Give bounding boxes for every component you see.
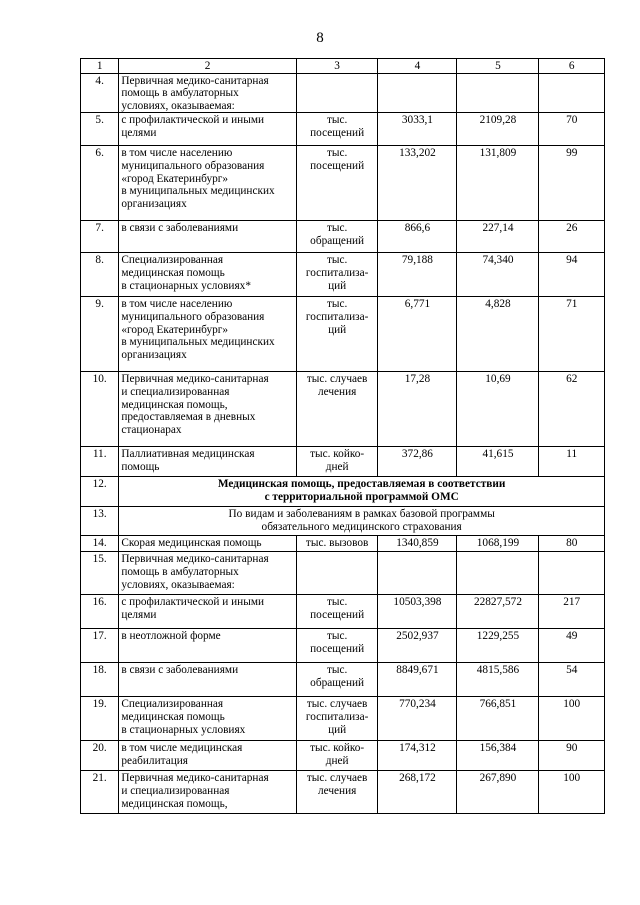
- row-unit: тыс. обращений: [296, 663, 378, 697]
- table-row: [81, 297, 605, 372]
- row-unit: тыс. случаев лечения: [296, 372, 378, 447]
- row-name: в связи с заболеваниями: [119, 663, 297, 697]
- row-name: Специализированная медицинская помощь в стационарных условиях: [119, 697, 297, 741]
- row-value-6: 49: [539, 629, 605, 663]
- row-value-6: 62: [539, 372, 605, 447]
- row-unit: тыс. случаев госпитализа- ций: [296, 697, 378, 741]
- row-name: в том числе населению муниципального образования «город Екатеринбург» в муниципальных медицинских организациях: [119, 146, 297, 221]
- page-number: 8: [316, 30, 324, 46]
- table-row: [81, 73, 605, 113]
- row-value-4: 133,202: [378, 146, 457, 221]
- row-name: Первичная медико-санитарная и специализированная медицинская помощь, предоставляемая в дневных стационарах: [119, 372, 297, 447]
- table-row: [81, 697, 605, 741]
- row-value-4: 8849,671: [378, 663, 457, 697]
- row-value-6: 11: [539, 447, 605, 477]
- row-number: 14.: [81, 536, 119, 552]
- row-name: Скорая медицинская помощь: [119, 536, 297, 552]
- row-value-5: 267,890: [457, 771, 539, 814]
- row-value-5: [457, 73, 539, 113]
- row-number: 16.: [81, 595, 119, 629]
- table-row: [81, 536, 605, 552]
- section-title: Медицинская помощь, предоставляемая в соответствии с территориальной программой ОМС: [119, 477, 605, 507]
- row-value-6: 100: [539, 697, 605, 741]
- row-value-4: 770,234: [378, 697, 457, 741]
- row-number: 15.: [81, 552, 119, 595]
- row-value-6: 217: [539, 595, 605, 629]
- table-row: [81, 146, 605, 221]
- column-header-3: 3: [296, 59, 378, 74]
- row-number: 5.: [81, 113, 119, 146]
- row-number: 20.: [81, 741, 119, 771]
- row-value-5: 41,615: [457, 447, 539, 477]
- table-row: [81, 113, 605, 146]
- row-number: 19.: [81, 697, 119, 741]
- row-name: в связи с заболеваниями: [119, 221, 297, 253]
- row-value-6: 99: [539, 146, 605, 221]
- section-row: [81, 477, 605, 507]
- row-value-4: 10503,398: [378, 595, 457, 629]
- row-name: в том числе населению муниципального образования «город Екатеринбург» в муниципальных медицинских организациях: [119, 297, 297, 372]
- row-value-4: 866,6: [378, 221, 457, 253]
- row-value-5: 4,828: [457, 297, 539, 372]
- row-value-5: 2109,28: [457, 113, 539, 146]
- row-name: с профилактической и иными целями: [119, 595, 297, 629]
- row-number: 9.: [81, 297, 119, 372]
- row-value-6: 26: [539, 221, 605, 253]
- column-header-2: 2: [119, 59, 297, 74]
- row-unit: тыс. посещений: [296, 629, 378, 663]
- column-header-4: 4: [378, 59, 457, 74]
- row-value-4: [378, 73, 457, 113]
- row-number: 13.: [81, 507, 119, 536]
- table-row: [81, 595, 605, 629]
- table-row: [81, 629, 605, 663]
- row-number: 6.: [81, 146, 119, 221]
- row-value-5: [457, 552, 539, 595]
- subsection-title: По видам и заболеваниям в рамках базовой программы обязательного медицинского страхования: [119, 507, 605, 536]
- row-number: 12.: [81, 477, 119, 507]
- row-number: 21.: [81, 771, 119, 814]
- row-unit: [296, 552, 378, 595]
- row-unit: тыс. обращений: [296, 221, 378, 253]
- row-name: Первичная медико-санитарная и специализированная медицинская помощь,: [119, 771, 297, 814]
- row-value-5: 156,384: [457, 741, 539, 771]
- row-name: в неотложной форме: [119, 629, 297, 663]
- table-header-row: [81, 59, 605, 74]
- column-header-1: 1: [81, 59, 119, 74]
- row-value-4: 79,188: [378, 253, 457, 297]
- table-row: [81, 771, 605, 814]
- row-value-4: 1340,859: [378, 536, 457, 552]
- row-unit: тыс. госпитализа- ций: [296, 297, 378, 372]
- row-name: с профилактической и иными целями: [119, 113, 297, 146]
- row-value-6: 94: [539, 253, 605, 297]
- statistics-table: [80, 58, 605, 814]
- row-value-5: 1229,255: [457, 629, 539, 663]
- row-value-4: 6,771: [378, 297, 457, 372]
- row-value-6: 90: [539, 741, 605, 771]
- row-value-5: 227,14: [457, 221, 539, 253]
- row-value-4: 372,86: [378, 447, 457, 477]
- row-value-5: 22827,572: [457, 595, 539, 629]
- row-value-4: 17,28: [378, 372, 457, 447]
- row-name: Специализированная медицинская помощь в стационарных условиях*: [119, 253, 297, 297]
- row-value-6: [539, 552, 605, 595]
- row-unit: тыс. вызовов: [296, 536, 378, 552]
- row-value-4: 174,312: [378, 741, 457, 771]
- row-value-5: 4815,586: [457, 663, 539, 697]
- row-unit: тыс. посещений: [296, 146, 378, 221]
- row-value-4: [378, 552, 457, 595]
- column-header-5: 5: [457, 59, 539, 74]
- row-value-5: 10,69: [457, 372, 539, 447]
- row-value-6: [539, 73, 605, 113]
- table-row: [81, 663, 605, 697]
- row-number: 10.: [81, 372, 119, 447]
- row-value-5: 1068,199: [457, 536, 539, 552]
- section-row: [81, 507, 605, 536]
- row-unit: [296, 73, 378, 113]
- row-unit: тыс. койко- дней: [296, 741, 378, 771]
- row-value-6: 80: [539, 536, 605, 552]
- row-unit: тыс. посещений: [296, 595, 378, 629]
- table-row: [81, 741, 605, 771]
- row-number: 4.: [81, 73, 119, 113]
- row-value-4: 2502,937: [378, 629, 457, 663]
- row-unit: тыс. госпитализа- ций: [296, 253, 378, 297]
- row-value-4: 3033,1: [378, 113, 457, 146]
- row-value-5: 131,809: [457, 146, 539, 221]
- row-value-5: 766,851: [457, 697, 539, 741]
- table-row: [81, 372, 605, 447]
- row-name: Паллиативная медицинская помощь: [119, 447, 297, 477]
- row-name: в том числе медицинская реабилитация: [119, 741, 297, 771]
- row-value-5: 74,340: [457, 253, 539, 297]
- table-row: [81, 447, 605, 477]
- row-value-6: 70: [539, 113, 605, 146]
- row-unit: тыс. случаев лечения: [296, 771, 378, 814]
- row-number: 7.: [81, 221, 119, 253]
- column-header-6: 6: [539, 59, 605, 74]
- row-unit: тыс. койко- дней: [296, 447, 378, 477]
- row-value-6: 71: [539, 297, 605, 372]
- table-row: [81, 552, 605, 595]
- row-value-6: 54: [539, 663, 605, 697]
- row-number: 18.: [81, 663, 119, 697]
- table-row: [81, 253, 605, 297]
- row-value-6: 100: [539, 771, 605, 814]
- row-number: 8.: [81, 253, 119, 297]
- row-number: 17.: [81, 629, 119, 663]
- row-name: Первичная медико-санитарная помощь в амбулаторных условиях, оказываемая:: [119, 73, 297, 113]
- table-row: [81, 221, 605, 253]
- row-name: Первичная медико-санитарная помощь в амбулаторных условиях, оказываемая:: [119, 552, 297, 595]
- row-number: 11.: [81, 447, 119, 477]
- row-value-4: 268,172: [378, 771, 457, 814]
- row-unit: тыс. посещений: [296, 113, 378, 146]
